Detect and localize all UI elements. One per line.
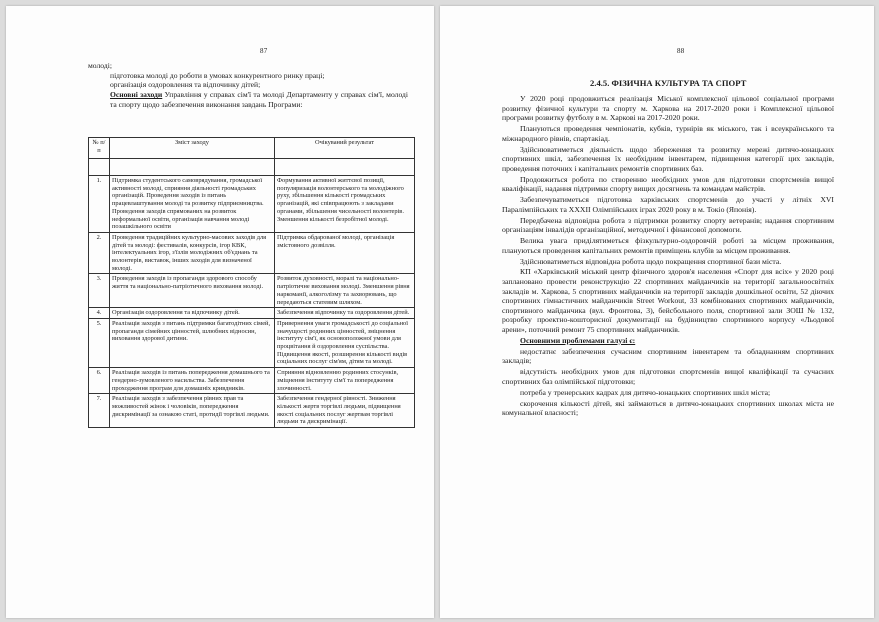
row-action: Підтримка студентського самоврядування, громадської активності молоді, сприяння діяльності громадських організацій. Проведення заходів із питань працевлаштування молоді та розвитку підприємництва. Проведення заходів спрямованих на розвиток неформальної освіти, організація навчання молоді позашкільного освіти bbox=[110, 176, 275, 233]
measures-table bbox=[88, 137, 415, 428]
section-label: Основні заходи bbox=[110, 90, 163, 100]
section-paragraph bbox=[88, 90, 408, 109]
table-row bbox=[89, 176, 415, 233]
row-result: Привернення уваги громадськості до соціальної значущості родинних цінностей, зміцнення інституту сім'ї, як основоположної умови для процвітання й оздоровлення суспільства. Підвищення якості, розширення кількості видів соціальних послуг сім'ям, дітям та молоді. bbox=[275, 318, 415, 367]
paragraph: Здійснюватиметься відповідна робота щодо покращення спортивної бази міста. bbox=[520, 256, 782, 266]
table-row bbox=[89, 274, 415, 308]
row-number: 3. bbox=[89, 274, 110, 308]
problem-item: відсутність необхідних умов для підготовки спортсменів вищої кваліфікації та сучасних спортивних баз олімпійської підготовки; bbox=[502, 367, 834, 386]
intro-line: організація оздоровлення та відпочинку дітей; bbox=[110, 80, 261, 90]
problem-item: недостатнє забезпечення сучасним спортивним інвентарем та обладнанням спортивних закладів; bbox=[502, 346, 834, 366]
row-result: Забезпечення відпочинку та оздоровлення дітей. bbox=[275, 308, 415, 319]
table-row bbox=[89, 318, 415, 367]
row-result: Забезпечення гендерної рівності. Зниження кількості жертв торгівлі людьми, підвищення якості соціальних послуг жертвам торгівлі людьми та дискримінації. bbox=[275, 394, 415, 428]
row-number: 1. bbox=[89, 176, 110, 233]
row-result: Сприяння відновленню родинних стосунків, зміцнення інституту сім'ї та попередження злочинності. bbox=[275, 368, 415, 394]
row-action: Реалізація заходів з забезпечення рівних прав та можливостей жінок і чоловіків, попередження дискримінації за ознакою статі, протидії торгівлі людьми. bbox=[110, 394, 275, 428]
row-action: Реалізація заходів з питань підтримки багатодітних сімей, пропаганди сімейних цінностей, шлюбних відносин, виховання здорової дитини. bbox=[110, 318, 275, 367]
row-action: Реалізація заходів із питань попередження домашнього та гендерно-зумовленого насильства. Забезпечення проходження програм для домашніх кривдників. bbox=[110, 368, 275, 394]
row-result: Розвиток духовності, моралі та національно-патріотичне виховання молоді. Зменшення рівня наркоманії, алкоголізму та захворювань, що передаються статевим шляхом. bbox=[275, 274, 415, 308]
row-action: Проведення традиційних культурно-масових заходів для дітей та молоді: фестивалів, конкурсів, ігор КВК, інтелектуальних ігор, з'їзлів молодіжних об'єднань та волонтерів, виставок, інших заходів для визначеної молоді. bbox=[110, 232, 275, 274]
row-result: Підтримка обдарованої молоді, організація змістовного дозвілля. bbox=[275, 232, 415, 274]
paragraph: Плануються проведення чемпіонатів, кубків, турнірів як міського, так і всеукраїнського та міжнародного рівнів, спартакіад. bbox=[502, 124, 834, 143]
column-header: Очікуваний результат bbox=[275, 138, 415, 159]
problem-item: потреба у тренерських кадрах для дитячо-юнацьких спортивних шкіл міста; bbox=[520, 387, 771, 397]
intro-line: підготовка молоді до роботи в умовах конкурентного ринку праці; bbox=[110, 70, 325, 80]
row-number: 6. bbox=[89, 368, 110, 394]
section-text: Управління у справах сім'ї та молоді Департаменту у справах сім'ї, молоді та спорту щодо забезпечення виконання завдань Програми: bbox=[110, 90, 408, 109]
row-action: Організація оздоровлення та відпочинку дітей. bbox=[110, 308, 275, 319]
row-number: 5. bbox=[89, 318, 110, 367]
page-number: 87 bbox=[260, 47, 268, 55]
page-number: 88 bbox=[677, 47, 685, 55]
row-action: Проведення заходів із пропаганди здорового способу життя та національно-патріотичного виховання молоді. bbox=[110, 274, 275, 308]
table-row bbox=[89, 368, 415, 394]
paragraph: Забезпечуватиметься підготовка харківських спортсменів до участі у літніх XVI Паралімпійських та XXXII Олімпійських іграх 2020 року в м. Токіо (Японія). bbox=[502, 195, 834, 214]
row-number: 7. bbox=[89, 394, 110, 428]
problem-item: скорочення кількості дітей, які займаються в дитячо-юнацьких спортивних школах міста не комунальної власності; bbox=[502, 398, 834, 418]
table-spacer-row bbox=[89, 159, 415, 176]
row-number: 4. bbox=[89, 308, 110, 319]
paragraph: Здійснюватиметься діяльність щодо збереження та розвитку мережі дитячо-юнацьких спортивних шкіл, забезпечення їх необхідним інвентарем, підвищення категорії цих закладів, проведення поточних і капітальних ремонтів спортивних баз. bbox=[502, 144, 834, 173]
right-page bbox=[440, 6, 874, 618]
paragraph: КП «Харківський міський центр фізичного здоров'я населення «Спорт для всіх» у 2020 році заплановано провести реконструкцію 22 спортивних майданчиків на території загальноосвітніх закладів м. Харкова, 5 спортивних майданчиків на території закладів дошкільної освіти, 52 діючих спортивних гімнастичних майданчиків Street Workout, 33 комбінованих спортивних майданчиків, спортивного майданчика (вул. Фронтова, 3), бейсбольного поля, спортивної зали ЗОШ № 132, розробку проектно-кошторисної документації на будівництво спортивного корпусу «Льодової арени», поточний ремонт 75 спортивних майданчиків. bbox=[502, 267, 834, 335]
column-header: № п/п bbox=[89, 138, 110, 159]
body-text bbox=[502, 94, 834, 419]
paragraph: Продовжиться робота по створенню необхідних умов для підготовки спортсменів вищої кваліфікації, надання підтримки спорту вищих досягнень та командам майстрів. bbox=[502, 174, 834, 194]
paragraph: Передбачена відповідна робота з підтримки розвитку спорту ветеранів; надання спортивним організаціям інвалідів організаційної, методичної і фінансової допомоги. bbox=[502, 215, 834, 235]
left-page bbox=[6, 6, 434, 618]
paragraph: У 2020 році продовжиться реалізація Міської комплексної цільової соціальної програми розвитку фізичної культури та спорту м. Харкова на 2017-2020 роки і Комплексної цільової програми розвитку футболу в м. Харкові на 2017-2020 роки. bbox=[502, 94, 834, 123]
intro-line: молоді; bbox=[88, 61, 112, 70]
row-number: 2. bbox=[89, 232, 110, 274]
table-header-row bbox=[89, 138, 415, 159]
column-header: Зміст заходу bbox=[110, 138, 275, 159]
table-row bbox=[89, 394, 415, 428]
table-row bbox=[89, 308, 415, 319]
row-result: Формування активної життєвої позиції, популяризація волонтерського та молодіжного руху, збільшення кількості громадських організацій, які співпрацюють з закладами органами, збільшення чисельності волонтерів. Зменшення кількості безробітної молоді. bbox=[275, 176, 415, 233]
table-row bbox=[89, 232, 415, 274]
problems-heading: Основними проблемами галузі є: bbox=[520, 335, 636, 345]
intro-text bbox=[88, 61, 408, 110]
section-title: 2.4.5. ФІЗИЧНА КУЛЬТУРА ТА СПОРТ bbox=[590, 78, 747, 88]
problems-heading-paragraph bbox=[502, 336, 834, 346]
paragraph: Велика увага приділятиметься фізкультурно-оздоровчій роботі за місцем проживання, плануються проведення капітальних ремонтів приміщень клубів за місцем проживання. bbox=[502, 236, 834, 255]
